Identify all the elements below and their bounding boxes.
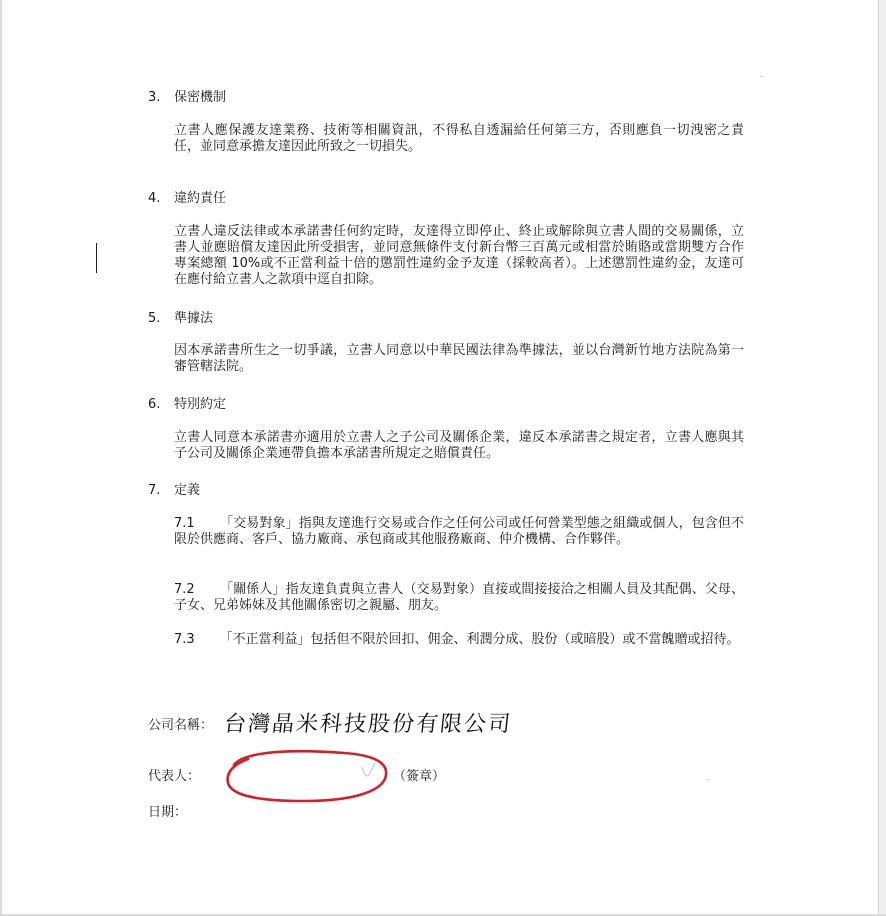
- definition-7-2: [174, 582, 744, 614]
- scan-speck: [706, 779, 709, 780]
- section-7-heading: [148, 483, 200, 499]
- handwritten-company-name: 台灣晶米科技股份有限公司: [222, 712, 514, 737]
- definition-text: 「交易對象」指與友達進行交易或合作之任何公司或任何營業型態之組織或個人，包含但不限於供應商、客戶、協力廠商、承包商或其他服務廠商、仲介機構、合作夥伴。: [174, 516, 744, 547]
- section-number: 4.: [148, 191, 161, 206]
- definition-number: 7.3: [174, 632, 195, 647]
- page-right-edge: [878, 0, 886, 916]
- section-4-body: 立書人違反法律或本承諾書任何約定時，友達得立即停止、終止或解除與立書人間的交易關係，立書人並應賠償友達因此所受損害，並同意無條件支付新台幣三百萬元或相當於賄賂或當期雙方合作專案總額 10%或不正當利益十倍的懲罰性違約金予友達（採較高者）。上述懲罰性違約金，友達可在應付給立書人之款項中逕自扣除。: [174, 224, 744, 287]
- scan-speck: [760, 76, 763, 77]
- definition-text: 「關係人」指友達負責與立書人（交易對象）直接或間接接洽之相關人員及其配偶、父母、子女、兄弟姊妹及其他關係密切之親屬、朋友。: [174, 582, 744, 613]
- date-label: 日期：: [148, 805, 188, 820]
- section-5-heading: [148, 311, 213, 327]
- signature-stamp-note: （簽章）: [393, 769, 446, 784]
- text-cursor-mark: [96, 243, 97, 273]
- page-left-edge: [0, 0, 2, 916]
- section-4-heading: [148, 191, 226, 207]
- red-annotation-circle: [224, 745, 390, 805]
- company-name-label: 公司名稱：: [148, 718, 214, 733]
- definition-number: 7.2: [174, 582, 195, 597]
- section-6-heading: [148, 397, 226, 413]
- section-title: 準據法: [174, 311, 214, 326]
- definition-text: 「不正當利益」包括但不限於回扣、佣金、利潤分成、股份（或暗股）或不當餽贈或招待。: [219, 632, 740, 647]
- section-number: 5.: [148, 311, 161, 326]
- section-6-body: 立書人同意本承諾書亦適用於立書人之子公司及關係企業，違反本承諾書之規定者，立書人應與其子公司及關係企業連帶負擔本承諾書所規定之賠償責任。: [174, 430, 744, 461]
- section-title: 定義: [174, 483, 201, 498]
- section-number: 6.: [148, 397, 161, 412]
- definition-7-1: [174, 516, 744, 548]
- definition-number: 7.1: [174, 516, 195, 531]
- section-3-heading: [148, 90, 226, 106]
- section-5-body: 因本承諾書所生之一切爭議，立書人同意以中華民國法律為準據法，並以台灣新竹地方法院為第一審管轄法院。: [174, 343, 744, 374]
- section-title: 保密機制: [174, 90, 227, 105]
- section-title: 違約責任: [174, 191, 227, 206]
- section-number: 7.: [148, 483, 161, 498]
- section-title: 特別約定: [174, 397, 227, 412]
- section-3-body: 立書人應保護友達業務、技術等相關資訊，不得私自透漏給任何第三方，否則應負一切洩密之責任，並同意承擔友達因此所致之一切損失。: [174, 123, 744, 154]
- definition-7-3: [174, 632, 744, 648]
- section-number: 3.: [148, 90, 161, 105]
- representative-label: 代表人：: [148, 769, 201, 784]
